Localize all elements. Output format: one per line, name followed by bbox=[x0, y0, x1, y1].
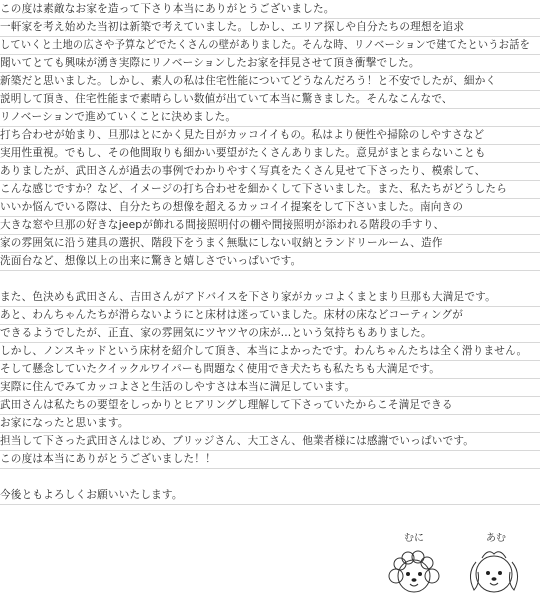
letter-line-text: できるようでしたが、正直、家の雰囲気にツヤツヤの床が…という気持ちもありました。 bbox=[0, 327, 432, 339]
letter-line-text: 洗面台など、想像以上の出来に驚きと嬉しさでいっぱいです。 bbox=[0, 255, 302, 267]
letter-line bbox=[0, 180, 540, 199]
letter-line bbox=[0, 252, 540, 271]
letter-line bbox=[0, 342, 540, 361]
letter-line bbox=[0, 396, 540, 415]
letter-line bbox=[0, 72, 540, 91]
letter-line bbox=[0, 126, 540, 145]
letter-line-text: 実際に住んでみてカッコよさと生活のしやすさは本当に満足しています。 bbox=[0, 381, 356, 393]
letter-line-text: この度は本当にありがとうございました！！ bbox=[0, 453, 216, 465]
letter-line bbox=[0, 288, 540, 307]
letter-line bbox=[0, 216, 540, 235]
letter-line-text: こんな感じですか？など、イメージの打ち合わせを細かくして下さいました。また、私たちがどうしたら bbox=[0, 183, 507, 195]
letter-line bbox=[0, 360, 540, 379]
letter-line-text: していくと土地の広さや予算などでたくさんの壁がありました。そんな時、リノベーションで建てたというお話を bbox=[0, 39, 530, 51]
dog-name-right: あむ bbox=[486, 533, 506, 544]
letter-line-text: 新築だと思いました。しかし、素人の私は住宅性能についてどうなんだろう！と不安でしたが、細かく bbox=[0, 75, 497, 87]
letter-line-text: また、色決めも武田さん、吉田さんがアドバイスを下さり家がカッコよくまとまり旦那も大満足です。 bbox=[0, 291, 496, 303]
letter-line-text: 武田さんは私たちの要望をしっかりとヒアリングし理解して下さっていたからこそ満足できる bbox=[0, 399, 453, 411]
letter-line bbox=[0, 414, 540, 433]
letter-line bbox=[0, 468, 540, 469]
dog-faces-icon bbox=[370, 534, 540, 597]
letter-line-text: あと、わんちゃんたちが滑らないようにと床材は迷っていました。床材の床などコーティングが bbox=[0, 309, 464, 321]
letter-line-text: いいか悩んでいる際は、自分たちの想像を超えるカッコイイ提案をして下さいました。南向きの bbox=[0, 201, 464, 213]
letter-line bbox=[0, 198, 540, 217]
letter-line-text: 聞いてとても興味が湧き実際にリノベーションしたお家を拝見させて頂き衝撃でした。 bbox=[0, 57, 420, 69]
letter-line-text: 今後ともよろしくお願いいたします。 bbox=[0, 489, 183, 501]
letter-line-text: お家になったと思います。 bbox=[0, 417, 129, 429]
letter-line-text: 大きな窓や旦那の好きなjeepが飾れる間接照明付の棚や間接照明が添われる階段の手すり、 bbox=[0, 219, 445, 231]
letter-line-text: 説明して頂き、住宅性能まで素晴らしい数値が出ていて本当に驚きました。そんなこんなで、 bbox=[0, 93, 453, 105]
letter-line-text: 打ち合わせが始まり、旦那はとにかく見た目がカッコイイもの。私はより便性や掃除のしやすさなど bbox=[0, 129, 485, 141]
letter-line-text: そして懸念していたクイックルワイパーも問題なく使用でき犬たちも私たちも大満足です。 bbox=[0, 363, 441, 375]
letter-line bbox=[0, 324, 540, 343]
letter-line bbox=[0, 90, 540, 109]
letter-line bbox=[0, 36, 540, 55]
letter-line bbox=[0, 144, 540, 163]
letter-line bbox=[0, 432, 540, 451]
letter-line bbox=[0, 162, 540, 181]
letter-line bbox=[0, 486, 540, 505]
letter-line bbox=[0, 450, 540, 469]
letter-line bbox=[0, 234, 540, 253]
letter-line-text: リノベーションで進めていくことに決めました。 bbox=[0, 111, 237, 123]
letter-line-text: 家の雰囲気に沿う建具の選択、階段下をうまく無駄にしない収納とランドリールーム、造作 bbox=[0, 237, 443, 249]
letter-line bbox=[0, 378, 540, 397]
letter-line-text: 一軒家を考え始めた当初は新築で考えていました。しかし、エリア探しや自分たちの理想を追求 bbox=[0, 21, 465, 33]
letter-line-text: ありましたが、武田さんが過去の事例でわかりやすく写真をたくさん見せて下さったり、模索して、 bbox=[0, 165, 486, 177]
dog-name-left: むに bbox=[404, 533, 424, 544]
letter-line-text: 実用性重視。でもし、その他間取りも細かい要望がたくさんありました。意見がまとまらないことも bbox=[0, 147, 486, 159]
letter-line-text: しかし、ノンスキッドという床材を紹介して頂き、本当によかったです。わんちゃんたちは全く滑りません。 bbox=[0, 345, 528, 357]
letter-line bbox=[0, 0, 540, 19]
letter-line bbox=[0, 108, 540, 127]
letter-line-text: 担当して下さった武田さんはじめ、ブリッジさん、大工さん、他業者様には感謝でいっぱいです。 bbox=[0, 435, 475, 447]
letter-line bbox=[0, 270, 540, 271]
letter-line bbox=[0, 306, 540, 325]
letter-line bbox=[0, 18, 540, 37]
letter-line bbox=[0, 54, 540, 73]
letter-line-text: この度は素敵なお家を造って下さり本当にありがとうございました。 bbox=[0, 3, 335, 15]
dog-drawing bbox=[370, 534, 540, 597]
